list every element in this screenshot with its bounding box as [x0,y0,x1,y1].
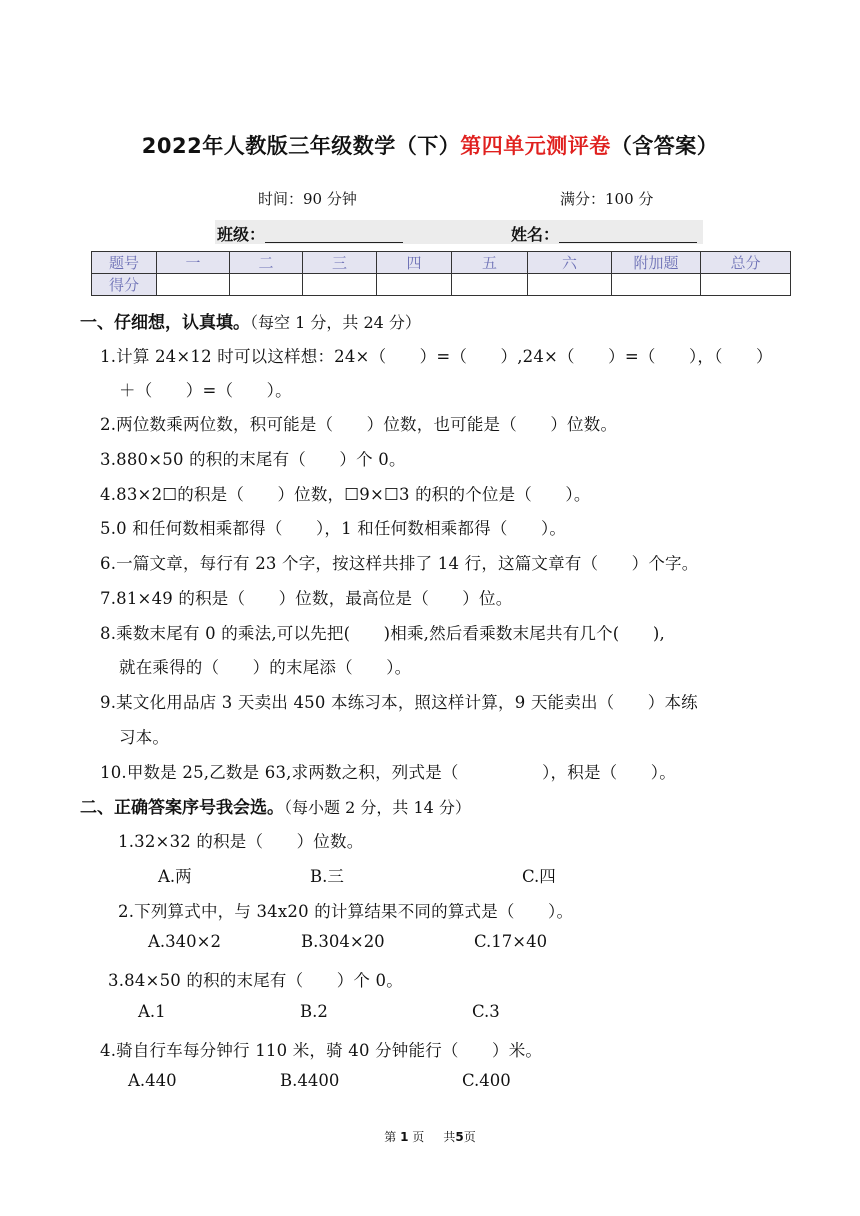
question-line: 7.81×49 的积是（ ）位数，最高位是（ ）位。 [100,589,513,608]
choice-option[interactable]: C.四 [522,867,556,886]
question-line: 10.甲数是 25,乙数是 63,求两数之积，列式是（ ），积是（ ）。 [100,763,676,782]
choice-question: 1.32×32 的积是（ ）位数。 [118,832,364,851]
class-blank[interactable] [265,224,403,243]
section-2-title: 二、正确答案序号我会选。 [80,798,284,818]
choice-option[interactable]: C.3 [472,1002,500,1021]
choice-option[interactable]: A.1 [138,1002,166,1021]
choice-option[interactable]: B.4400 [280,1071,340,1090]
name-blank[interactable] [559,224,697,243]
question-line: ＋（ ）=（ ）。 [119,381,292,400]
footer-total-suffix: 页 [463,1130,476,1144]
question-line: 习本。 [119,728,170,747]
section-2-heading [80,793,471,818]
question-line: 4.83×2☐的积是（ ）位数，☐9×☐3 的积的个位是（ ）。 [100,485,591,504]
title-highlight: 第四单元测评卷 [460,134,611,158]
page-footer [0,1128,860,1145]
choice-option[interactable]: B.三 [310,867,344,886]
footer-page-number: 1 [400,1130,409,1144]
page-title [0,130,860,160]
score-cell[interactable] [157,274,230,296]
choice-option[interactable]: B.304×20 [301,932,385,951]
footer-page-prefix: 第 [384,1130,397,1144]
choice-option[interactable]: C.400 [462,1071,511,1090]
score-table-score-row [92,274,791,296]
class-label: 班级： [217,225,266,244]
score-cell[interactable] [303,274,377,296]
choice-option[interactable]: A.340×2 [148,932,221,951]
score-col-3: 三 [303,252,377,274]
footer-total-prefix: 共 [443,1130,456,1144]
question-line: 5.0 和任何数相乘都得（ ），1 和任何数相乘都得（ ）。 [100,519,567,538]
score-col-bonus: 附加题 [612,252,701,274]
choice-option[interactable]: A.440 [128,1071,177,1090]
score-col-2: 二 [230,252,303,274]
score-col-5: 五 [452,252,528,274]
section-1-title: 一、仔细想，认真填。 [80,313,250,333]
question-line: 3.880×50 的积的末尾有（ ）个 0。 [100,450,406,469]
name-field [511,222,559,245]
student-info-bar [215,220,703,244]
score-cell[interactable] [528,274,612,296]
section-2-note: （每小题 2 分，共 14 分） [284,798,471,817]
section-1-note: （每空 1 分，共 24 分） [250,313,421,332]
question-line: 2.两位数乘两位数，积可能是（ ）位数，也可能是（ ）位数。 [100,415,618,434]
score-col-1: 一 [157,252,230,274]
exam-score: 满分：100 分 [560,190,654,208]
title-suffix: （含答案） [610,134,719,158]
score-cell[interactable] [612,274,701,296]
exam-time: 时间：90 分钟 [258,190,357,208]
score-col-total: 总分 [701,252,791,274]
question-line: 9.某文化用品店 3 天卖出 450 本练习本，照这样计算，9 天能卖出（ ）本练 [100,693,698,712]
class-field [217,222,265,245]
choice-option[interactable]: B.2 [300,1002,328,1021]
choice-question: 2.下列算式中，与 34x20 的计算结果不同的算式是（ ）。 [118,902,574,921]
choice-option[interactable]: A.两 [158,867,192,886]
question-line: 1.计算 24×12 时可以这样想：24×（ ）=（ ）,24×（ ）=（ ），（ ） [100,347,773,366]
name-label: 姓名： [511,225,560,244]
question-line: 8.乘数末尾有 0 的乘法,可以先把( )相乘,然后看乘数末尾共有几个( ), [100,624,665,643]
score-table [91,251,791,296]
score-header-label: 题号 [92,252,157,274]
score-cell[interactable] [377,274,452,296]
score-cell[interactable] [230,274,303,296]
score-row-label: 得分 [92,274,157,296]
score-col-6: 六 [528,252,612,274]
score-col-4: 四 [377,252,452,274]
question-line: 就在乘得的（ ）的末尾添（ ）。 [119,658,412,677]
footer-total-number: 5 [455,1130,464,1144]
choice-question: 4.骑自行车每分钟行 110 米，骑 40 分钟能行（ ）米。 [100,1041,543,1060]
question-line: 6.一篇文章，每行有 23 个字，按这样共排了 14 行，这篇文章有（ ）个字。 [100,554,699,573]
score-cell[interactable] [452,274,528,296]
section-1-heading [80,308,421,333]
footer-page-mid: 页 [412,1130,425,1144]
score-table-header-row [92,252,791,274]
title-prefix: 2022年人教版三年级数学（下） [141,134,461,158]
score-cell[interactable] [701,274,791,296]
choice-option[interactable]: C.17×40 [474,932,548,951]
choice-question: 3.84×50 的积的末尾有（ ）个 0。 [108,971,403,990]
